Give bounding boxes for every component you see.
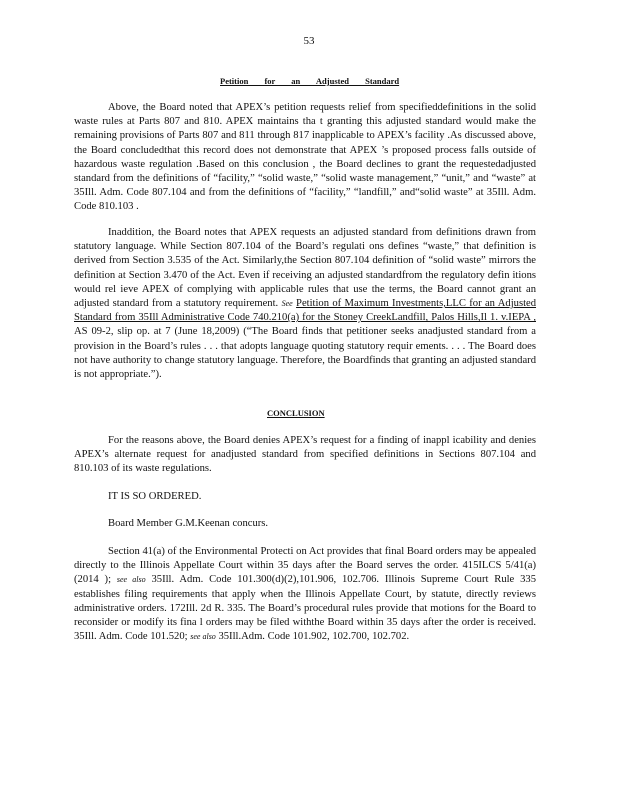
paragraph-conclusion: For the reasons above, the Board denies APEX’s request for a finding of inappl icability and denies APEX’s alternate request for anadjusted standard from specified definitions in Sections 807.104 and 810.103 of its waste regulations. — [74, 435, 536, 475]
citation-signal-see: See — [281, 299, 293, 309]
paragraph-text: Inaddition, the Board notes that APEX requests an adjusted standard from definitions drawn from statutory language. While Section 807.104 of the Board’s regulati ons defines “waste,” that definition is derived from Section 3.535 of the Act. Similarly,the Section 807.104 definition of “solid waste” mirrors the definition at Section 3.470 of the Act. Even if receiving an adjusted standardfrom the regulatory defin itions would rel ieve APEX of complying with applicable rules that use the terms, the Board cannot grant an adjusted standard from a statutory requirement. — [74, 227, 536, 310]
citation-signal-see-also: see also — [190, 632, 216, 642]
paragraph-text: 35Ill. Adm. Code 101.300(d)(2),101.906, 102.706. Illinois Supreme Court Rule 335 establishes filing requirements that apply when the Illinois Appellate Court, by statute, directly reviews administrative orders. 172Ill. 2d R. 335. The Board’s procedural rules provide that motions for the Board to reconsider or modify its fina l orders may be filed withthe Board within 35 days after the order is received. 35Ill. Adm. Code 101.520; — [74, 574, 536, 643]
paragraph-text: Section 41(a) of the Environmental Protecti on Act provides that final Board orders may be appealed directly to the Illinois Appellate Court within 35 days after the Board serves the order. 415ILCS 5/41(a) (2014 ); — [74, 546, 536, 586]
case-citation-name: Petition of Maximum Investments,LLC for an Adjusted Standard from 35Ill Administrative Code 740.210(a) for the Stoney CreekLandfill, Palos Hills,Il 1. v.IEPA , — [74, 298, 537, 324]
citation-signal-see-also: see also — [116, 575, 146, 585]
section-heading-conclusion: CONCLUSION — [267, 408, 325, 418]
paragraph-text: 35Ill.Adm. Code 101.902, 102.700, 102.702. — [215, 631, 410, 643]
section-heading-petition: Petition for an Adjusted Standard — [220, 76, 400, 86]
concurrence-statement: Board Member G.M.Keenan concurs. — [108, 518, 269, 529]
paragraph-denial-reasoning: Above, the Board noted that APEX’s petition requests relief from specifieddefinitions in the solid waste rules at Parts 807 and 810. APEX maintains tha t granting this adjusted standard would make the remaining provisions of Parts 807 and 811 through 817 inapplicable to APEX’s facility .As discussed above, the Board concludedthat this record does not demonstrate that APEX ’s proposed process falls outside of hazardous waste regulation .Based on this conclusion , the Board declines to grant the requestedadjusted standard from the definitions of “facility,” “solid waste,” “solid waste management,” “unit,” and “waste” at 35Ill. Adm. Code 807.104 and from the definitions of “facility,” “landfill,” and“solid waste” at 35Ill. Adm. Code 810.103 . — [74, 102, 536, 213]
order-statement: IT IS SO ORDERED. — [108, 491, 202, 502]
page-number: 53 — [303, 35, 315, 47]
paragraph-statutory-language — [74, 226, 536, 382]
paragraph-text: AS 09-2, slip op. at 7 (June 18,2009) (“The Board finds that petitioner seeks anadjusted standard from a provision in the Board’s rules . . . that adopts language quoting statutory requir ements. . . . The Board does not have authority to change statutory language. Therefore, the Boardfinds that granting an adjusted standard is not appropriate.”). — [74, 326, 536, 381]
paragraph-appeal-rights — [74, 545, 536, 644]
